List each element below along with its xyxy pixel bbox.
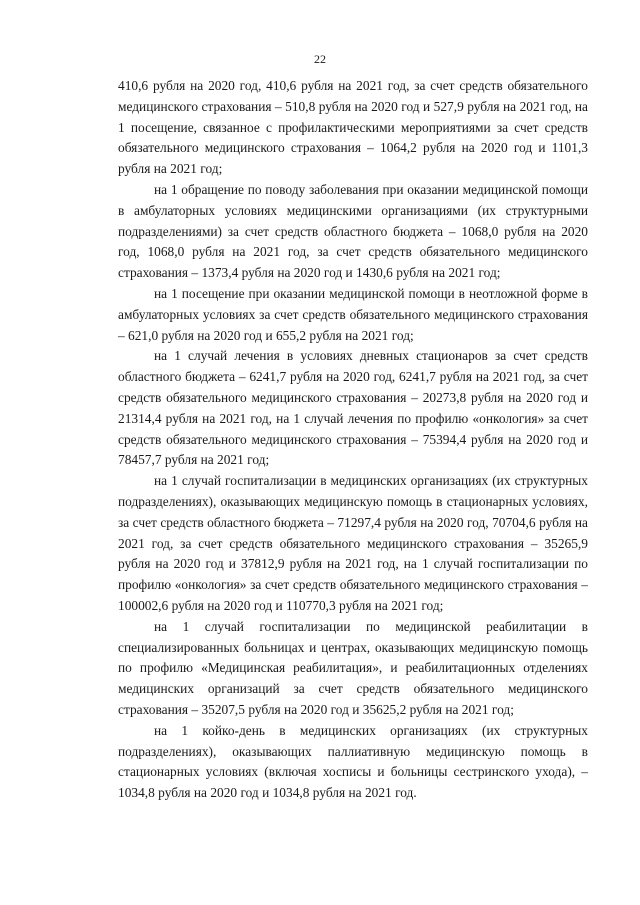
paragraph-5: на 1 случай госпитализации в медицинских организациях (их структурных подразделениях), оказывающих медицинскую помощь в стационарных условиях, за счет средств областного бюджета – 71297,4 рубля на 2020 год, 70704,6 рубля на 2021 год, за счет средств обязательного медицинского страхования – 35265,9 рубля на 2020 год и 37812,9 рубля на 2021 год, на 1 случай госпитализации по профилю «онкология» за счет средств обязательного медицинского страхования – 100002,6 рубля на 2020 год и 110770,3 рубля на 2021 год; xyxy=(118,473,588,613)
paragraph-3: на 1 посещение при оказании медицинской помощи в неотложной форме в амбулаторных условиях за счет средств обязательного медицинского страхования – 621,0 рубля на 2020 год и 655,2 рубля на 2021 год; xyxy=(118,285,588,343)
paragraph-1: 410,6 рубля на 2020 год, 410,6 рубля на 2021 год, за счет средств обязательного медицинского страхования – 510,8 рубля на 2020 год и 527,9 рубля на 2021 год, на 1 посещение, связанное с профилактическими мероприятиями за счет средств обязательного медицинского страхования – 1064,2 рубля на 2020 год и 1101,3 рубля на 2021 год; xyxy=(118,78,588,177)
paragraph-4: на 1 случай лечения в условиях дневных стационаров за счет средств областного бюджета – 6241,7 рубля на 2020 год, 6241,7 рубля на 2021 год, за счет средств обязательного медицинского страхования – 20273,8 рубля на 2020 год и 21314,4 рубля на 2021 год, на 1 случай лечения по профилю «онкология» за счет средств обязательного медицинского страхования – 75394,4 рубля на 2020 год и 78457,7 рубля на 2021 год; xyxy=(118,348,588,468)
paragraph-6: на 1 случай госпитализации по медицинской реабилитации в специализированных больницах и центрах, оказывающих медицинскую помощь по профилю «Медицинская реабилитация», и реабилитационных отделениях медицинских организаций за счет средств обязательного медицинского страхования – 35207,5 рубля на 2020 год и 35625,2 рубля на 2021 год; xyxy=(118,618,588,717)
paragraph-2: на 1 обращение по поводу заболевания при оказании медицинской помощи в амбулаторных условиях медицинскими организациями (их структурными подразделениями) за счет средств областного бюджета – 1068,0 рубля на 2020 год, 1068,0 рубля на 2021 год, за счет средств обязательного медицинского страхования – 1373,4 рубля на 2020 год и 1430,6 рубля на 2021 год; xyxy=(118,181,588,281)
paragraph-7: на 1 койко-день в медицинских организациях (их структурных подразделениях), оказывающих паллиативную медицинскую помощь в стационарных условиях (включая хосписы и больницы сестринского ухода), – 1034,8 рубля на 2020 год и 1034,8 рубля на 2021 год. xyxy=(118,722,588,801)
page-number: 22 xyxy=(314,52,326,66)
document-body xyxy=(118,76,588,804)
